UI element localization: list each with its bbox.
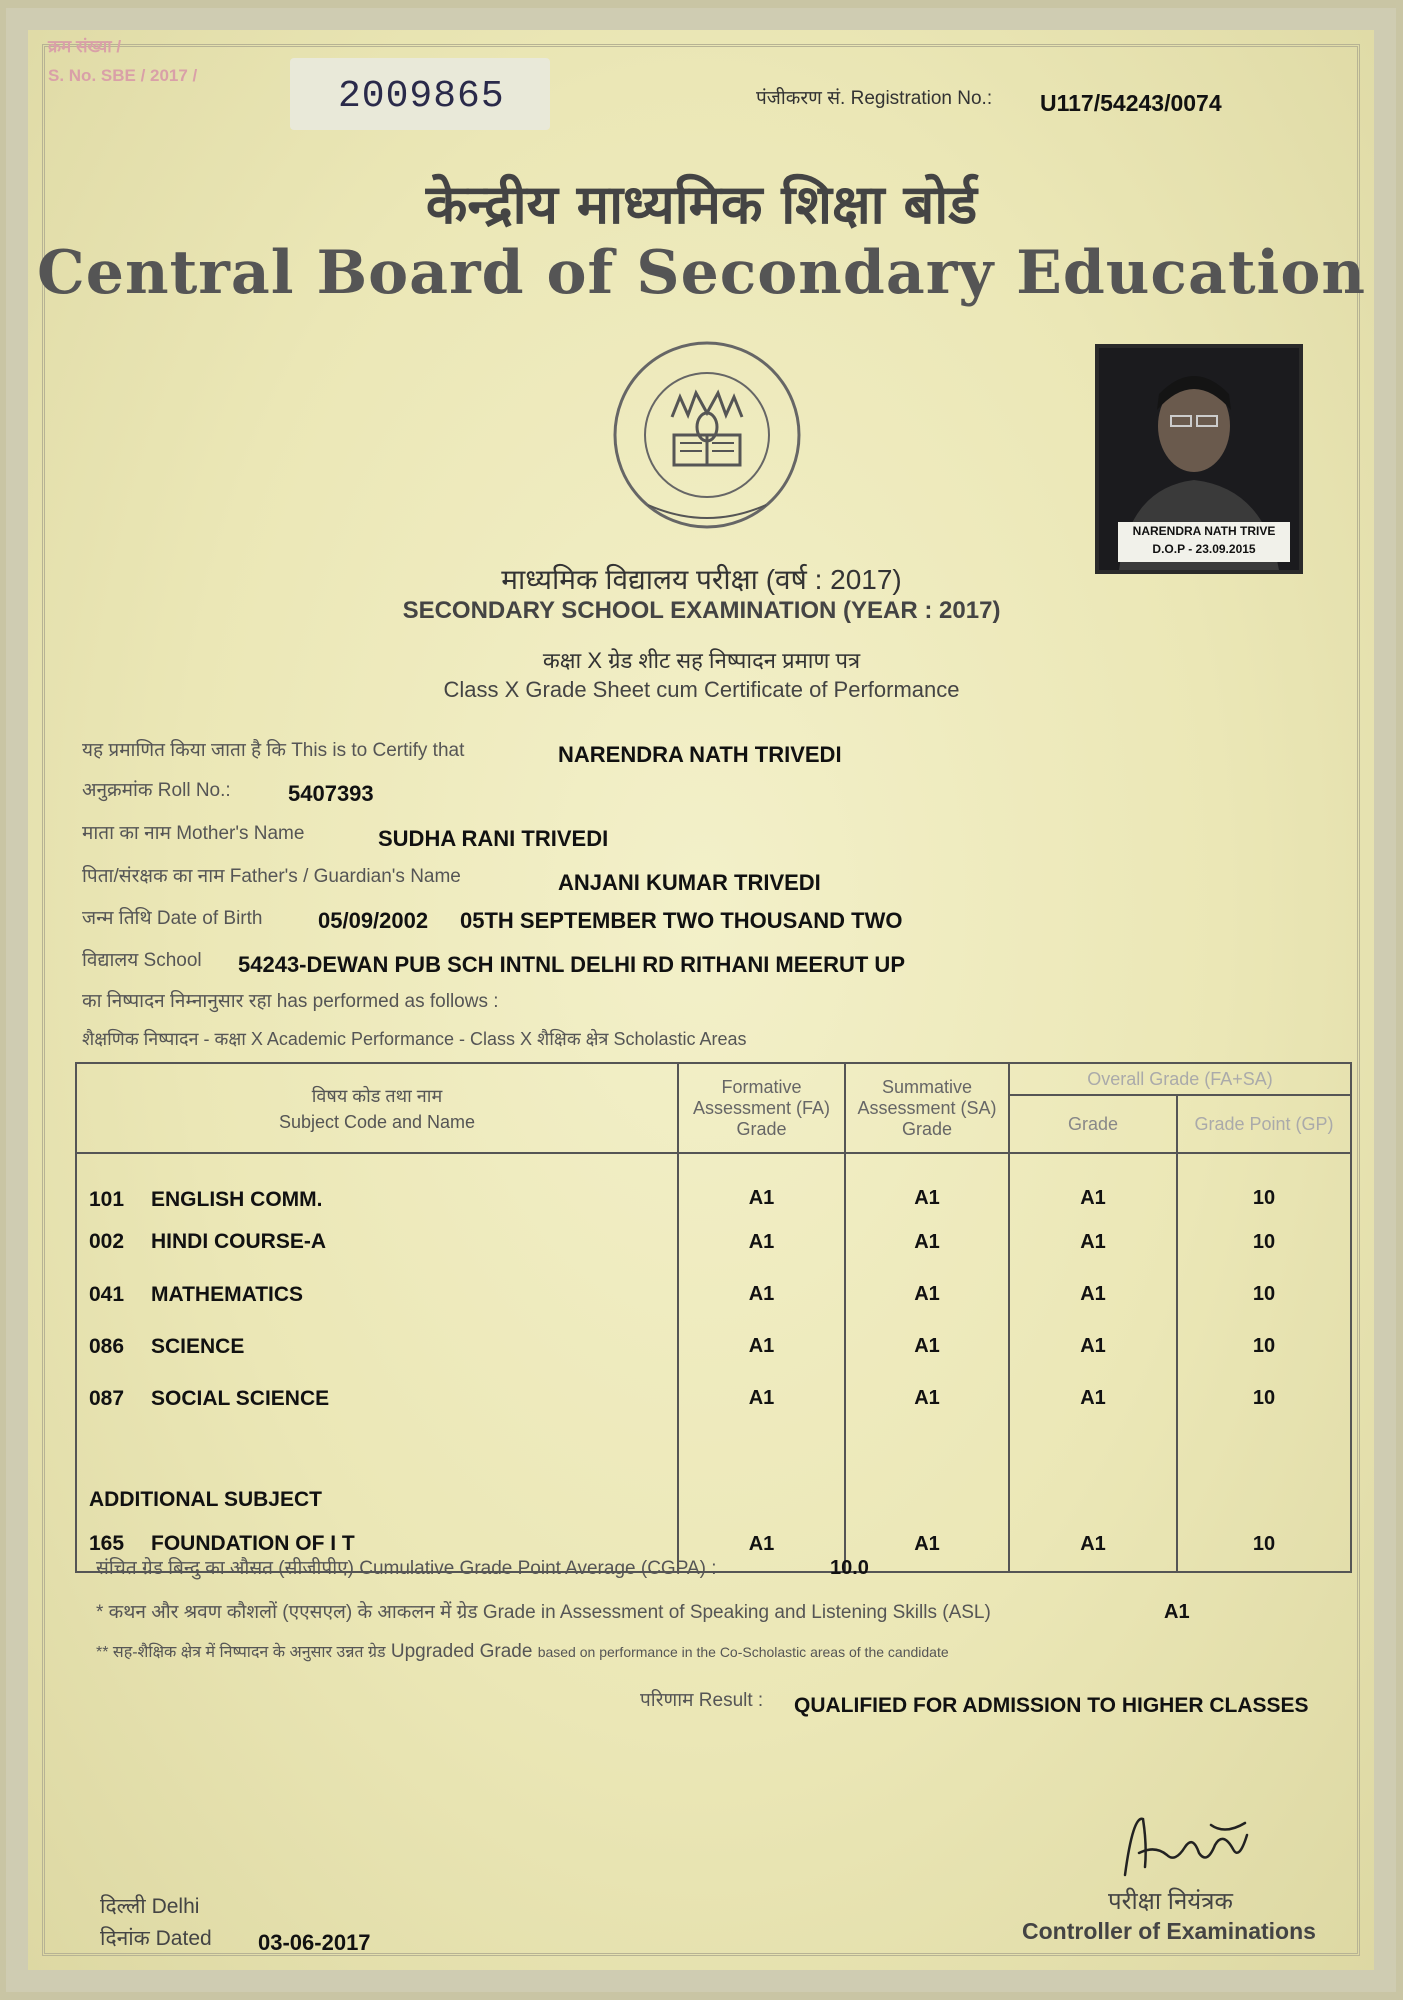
subject-code: 101 — [89, 1188, 125, 1212]
photo-caption-name: NARENDRA NATH TRIVE — [1132, 524, 1276, 538]
dated-label: दिनांक Dated — [100, 1927, 212, 1950]
subject-name: MATHEMATICS — [151, 1282, 304, 1306]
sa-grade: A1 — [845, 1518, 1009, 1572]
upgraded-label — [96, 1640, 949, 1663]
table-row — [76, 1268, 1351, 1320]
place-label: दिल्ली Delhi — [100, 1895, 200, 1918]
father-name: ANJANI KUMAR TRIVEDI — [558, 870, 821, 895]
school-name: 54243-DEWAN PUB SCH INTNL DELHI RD RITHANI MEERUT UP — [238, 952, 905, 977]
overall-grade: A1 — [1009, 1153, 1177, 1216]
exam-title-hindi: माध्यमिक विद्यालय परीक्षा (वर्ष : 2017) — [501, 564, 902, 595]
roll-number: 5407393 — [288, 781, 374, 806]
table-row — [76, 1153, 1351, 1216]
fa-grade: A1 — [678, 1268, 845, 1320]
subject-name: SCIENCE — [151, 1334, 245, 1358]
cgpa-label: संचित ग्रेड बिन्दु का औसत (सीजीपीए) Cumulative Grade Point Average (CGPA) : — [96, 1558, 717, 1579]
sa-grade: A1 — [845, 1373, 1009, 1425]
cbse-seal-emblem — [608, 335, 806, 535]
grade-point: 10 — [1177, 1321, 1351, 1373]
header-grade: Grade — [1009, 1095, 1177, 1153]
controller-signature — [1115, 1805, 1255, 1885]
grade-point: 10 — [1177, 1518, 1351, 1572]
candidate-name: NARENDRA NATH TRIVEDI — [558, 742, 842, 767]
registration-label: पंजीकरण सं. Registration No.: — [756, 88, 993, 109]
overall-grade: A1 — [1009, 1321, 1177, 1373]
asl-grade: A1 — [1164, 1601, 1190, 1623]
subject-code: 041 — [89, 1282, 125, 1306]
table-row — [76, 1216, 1351, 1268]
father-label: पिता/संरक्षक का नाम Father's / Guardian's Name — [82, 866, 461, 887]
cgpa-value: 10.0 — [830, 1557, 869, 1579]
table-row — [76, 1373, 1351, 1425]
serial-label-hi: क्रम संख्या / — [48, 37, 122, 56]
table-row-additional-label — [76, 1425, 1351, 1518]
grade-point: 10 — [1177, 1268, 1351, 1320]
subject-code: 165 — [89, 1532, 125, 1556]
header-gp: Grade Point (GP) — [1177, 1095, 1351, 1153]
fa-grade: A1 — [678, 1321, 845, 1373]
fa-grade: A1 — [678, 1518, 845, 1572]
fa-grade: A1 — [678, 1216, 845, 1268]
sa-grade: A1 — [845, 1216, 1009, 1268]
grade-point: 10 — [1177, 1216, 1351, 1268]
upgraded-label-hindi: ** सह-शैक्षिक क्षेत्र में निष्पादन के अनुसार उन्नत ग्रेड — [96, 1644, 386, 1661]
overall-grade: A1 — [1009, 1216, 1177, 1268]
overall-grade: A1 — [1009, 1268, 1177, 1320]
board-name-hindi: केन्द्रीय माध्यमिक शिक्षा बोर्ड — [425, 173, 978, 236]
subject-code: 002 — [89, 1230, 125, 1254]
subject-name: ENGLISH COMM. — [151, 1188, 323, 1212]
performed-label: का निष्पादन निम्नानुसार रहा has performed as follows : — [82, 991, 499, 1012]
dob-words: 05TH SEPTEMBER TWO THOUSAND TWO — [460, 908, 903, 933]
academic-performance-label: शैक्षणिक निष्पादन - कक्षा X Academic Performance - Class X शैक्षिक क्षेत्र Scholastic Areas — [82, 1029, 747, 1049]
header-fa: Formative Assessment (FA) Grade — [678, 1063, 845, 1153]
asl-label: * कथन और श्रवण कौशलों (एएसएल) के आकलन में ग्रेड Grade in Assessment of Speaking and Listening Skills (ASL) — [96, 1602, 991, 1623]
photo-caption — [1118, 522, 1290, 562]
photo-caption-dop: D.O.P - 23.09.2015 — [1152, 542, 1256, 556]
controller-title-hindi: परीक्षा नियंत्रक — [1108, 1888, 1233, 1915]
upgraded-note: based on performance in the Co-Scholastic areas of the candidate — [537, 1644, 949, 1660]
header-overall: Overall Grade (FA+SA) — [1009, 1063, 1351, 1095]
header-subject-hindi: विषय कोड तथा नाम — [311, 1085, 443, 1106]
grades-table — [75, 1062, 1352, 1573]
serial-label-en: S. No. SBE / 2017 / — [48, 66, 198, 85]
roll-label: अनुक्रमांक Roll No.: — [82, 780, 231, 801]
certify-label: यह प्रमाणित किया जाता है कि This is to Certify that — [82, 740, 465, 761]
grade-sheet-title-english: Class X Grade Sheet cum Certificate of Performance — [443, 677, 960, 702]
dob-value: 05/09/2002 — [318, 908, 429, 933]
subject-code: 087 — [89, 1386, 125, 1410]
serial-number: 2009865 — [338, 75, 505, 118]
mother-label: माता का नाम Mother's Name — [82, 823, 305, 844]
dob-label: जन्म तिथि Date of Birth — [82, 908, 263, 929]
subject-name: FOUNDATION OF I T — [151, 1532, 355, 1556]
additional-subject-label: ADDITIONAL SUBJECT — [76, 1425, 678, 1518]
header-subject-english: Subject Code and Name — [278, 1111, 476, 1132]
sa-grade: A1 — [845, 1321, 1009, 1373]
issue-date: 03-06-2017 — [258, 1930, 371, 1955]
exam-title-english: SECONDARY SCHOOL EXAMINATION (YEAR : 2017) — [402, 597, 1001, 624]
subject-code: 086 — [89, 1334, 125, 1358]
subject-name: HINDI COURSE-A — [151, 1230, 327, 1254]
controller-title-english: Controller of Examinations — [1022, 1918, 1316, 1944]
grade-sheet-title-hindi: कक्षा X ग्रेड शीट सह निष्पादन प्रमाण पत्र — [542, 648, 861, 673]
result-label: परिणाम Result : — [640, 1690, 764, 1711]
table-row — [76, 1321, 1351, 1373]
grade-point: 10 — [1177, 1153, 1351, 1216]
upgraded-label-english: Upgraded Grade — [390, 1641, 533, 1662]
registration-value: U117/54243/0074 — [1040, 90, 1222, 116]
overall-grade: A1 — [1009, 1518, 1177, 1572]
board-name-english: Central Board of Secondary Education — [37, 238, 1366, 308]
school-label: विद्यालय School — [82, 950, 202, 971]
sa-grade: A1 — [845, 1153, 1009, 1216]
fa-grade: A1 — [678, 1373, 845, 1425]
result-value: QUALIFIED FOR ADMISSION TO HIGHER CLASSES — [794, 1694, 1309, 1717]
mother-name: SUDHA RANI TRIVEDI — [378, 826, 609, 851]
sa-grade: A1 — [845, 1268, 1009, 1320]
overall-grade: A1 — [1009, 1373, 1177, 1425]
subject-name: SOCIAL SCIENCE — [151, 1386, 330, 1410]
grade-point: 10 — [1177, 1373, 1351, 1425]
fa-grade: A1 — [678, 1153, 845, 1216]
header-subject — [76, 1063, 678, 1153]
header-sa: Summative Assessment (SA) Grade — [845, 1063, 1009, 1153]
